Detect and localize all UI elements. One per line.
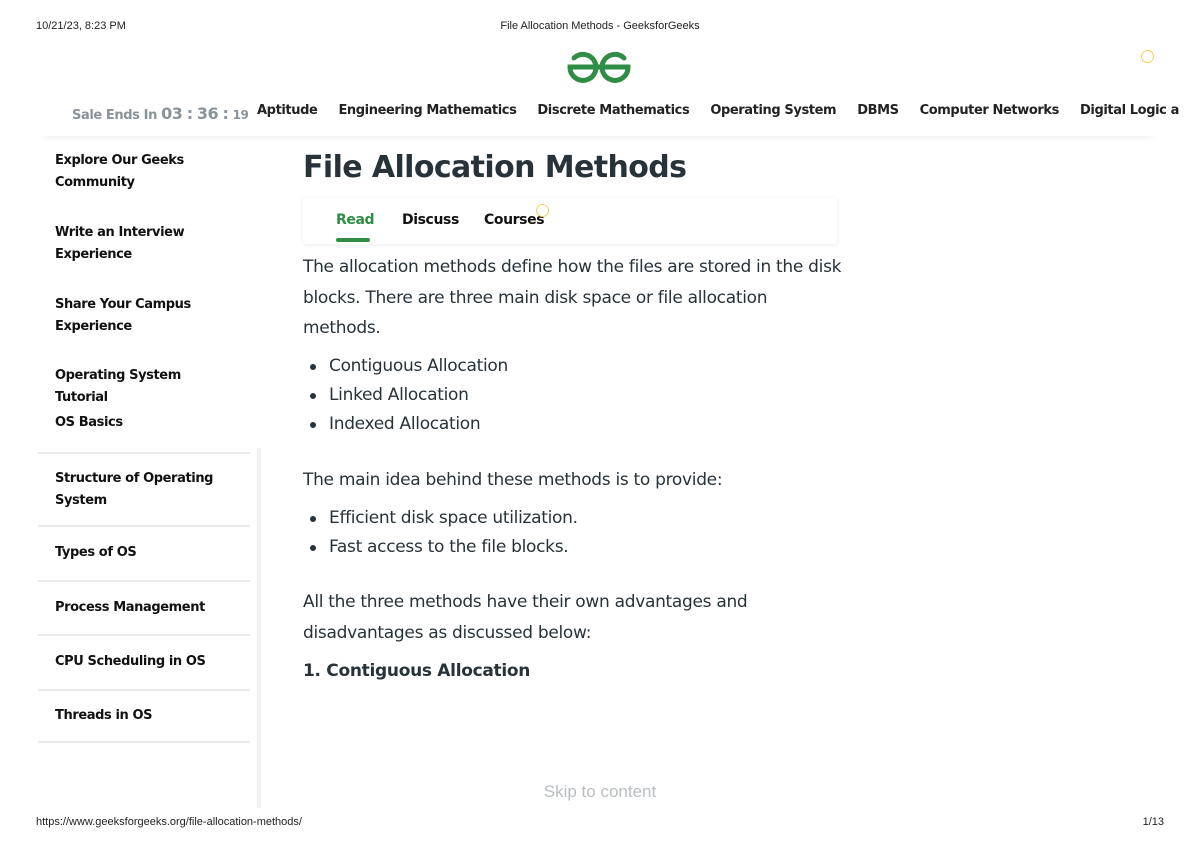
nav-item-digital-logic[interactable]: Digital Logic a: [1080, 103, 1179, 118]
sidebar-item-threads-in-os[interactable]: Threads in OS: [38, 689, 250, 744]
sidebar-item-os-basics[interactable]: OS Basics: [55, 415, 123, 430]
nav-item-discrete-mathematics[interactable]: Discrete Mathematics: [537, 103, 690, 118]
print-page-title: File Allocation Methods - GeeksforGeeks: [500, 20, 700, 32]
sidebar-topic-list: [38, 452, 250, 743]
sidebar-item-cpu-scheduling[interactable]: CPU Scheduling in OS: [38, 634, 250, 689]
skip-to-content-link[interactable]: Skip to content: [543, 782, 657, 801]
tab-discuss[interactable]: Discuss: [402, 212, 459, 228]
nav-menu: [257, 103, 1200, 118]
nav-item-computer-networks[interactable]: Computer Networks: [919, 103, 1059, 118]
methods-list: [303, 352, 843, 439]
sidebar-item-campus-experience[interactable]: Share Your Campus Experience: [55, 297, 191, 334]
print-page-number: 1/13: [1142, 816, 1164, 828]
sale-separator: :: [186, 104, 193, 123]
tab-courses[interactable]: Courses: [484, 212, 545, 228]
list-item: Linked Allocation: [303, 381, 843, 410]
nav-item-aptitude[interactable]: Aptitude: [257, 103, 318, 118]
tab-read[interactable]: Read: [336, 212, 375, 228]
intro-paragraph: The allocation methods define how the files are stored in the disk blocks. There are three main disk space or file allocation methods.: [303, 257, 842, 338]
loading-spinner-icon: [1141, 50, 1154, 63]
list-item: Indexed Allocation: [303, 410, 843, 439]
print-datetime: 10/21/23, 8:23 PM: [36, 20, 126, 32]
list-item: Fast access to the file blocks.: [303, 533, 843, 562]
article-tabs: [303, 198, 837, 244]
idea-paragraph: The main idea behind these methods is to provide:: [303, 469, 723, 490]
print-url: https://www.geeksforgeeks.org/file-allocation-methods/: [36, 816, 302, 828]
sidebar-item-types-of-os[interactable]: Types of OS: [38, 525, 250, 580]
print-header: [0, 20, 1200, 34]
print-footer: [0, 816, 1200, 830]
nav-item-operating-system[interactable]: Operating System: [710, 103, 837, 118]
sale-hours: 03: [161, 104, 183, 123]
sale-prefix: Sale Ends In: [72, 108, 157, 123]
goals-list: [303, 504, 843, 562]
sidebar: [38, 140, 264, 808]
sidebar-scrollbar[interactable]: [257, 448, 261, 808]
list-item: Efficient disk space utilization.: [303, 504, 843, 533]
sale-separator: :: [222, 104, 229, 123]
sidebar-item-structure-of-os[interactable]: Structure of Operating System: [38, 452, 250, 525]
section-heading: 1. Contiguous Allocation: [303, 661, 531, 681]
sidebar-item-geeks-community[interactable]: Explore Our Geeks Community: [55, 153, 184, 190]
loading-spinner-icon: [536, 204, 549, 217]
sale-seconds: 19: [232, 108, 249, 122]
nav-item-engineering-mathematics[interactable]: Engineering Mathematics: [338, 103, 517, 118]
article: [303, 150, 843, 681]
tradeoffs-paragraph: All the three methods have their own advantages and disadvantages as discussed below:: [303, 592, 748, 643]
sidebar-item-process-management[interactable]: Process Management: [38, 580, 250, 635]
nav-item-dbms[interactable]: DBMS: [857, 103, 899, 118]
top-navbar: [38, 96, 1179, 136]
active-tab-indicator: [336, 238, 370, 242]
sidebar-item-interview-experience[interactable]: Write an Interview Experience: [55, 225, 185, 262]
sale-countdown[interactable]: [72, 104, 248, 123]
page-title: File Allocation Methods: [303, 150, 687, 185]
sidebar-item-os-tutorial[interactable]: Operating System Tutorial: [55, 368, 181, 405]
geeksforgeeks-logo-icon[interactable]: [566, 50, 632, 84]
list-item: Contiguous Allocation: [303, 352, 843, 381]
sale-minutes: 36: [196, 104, 219, 123]
